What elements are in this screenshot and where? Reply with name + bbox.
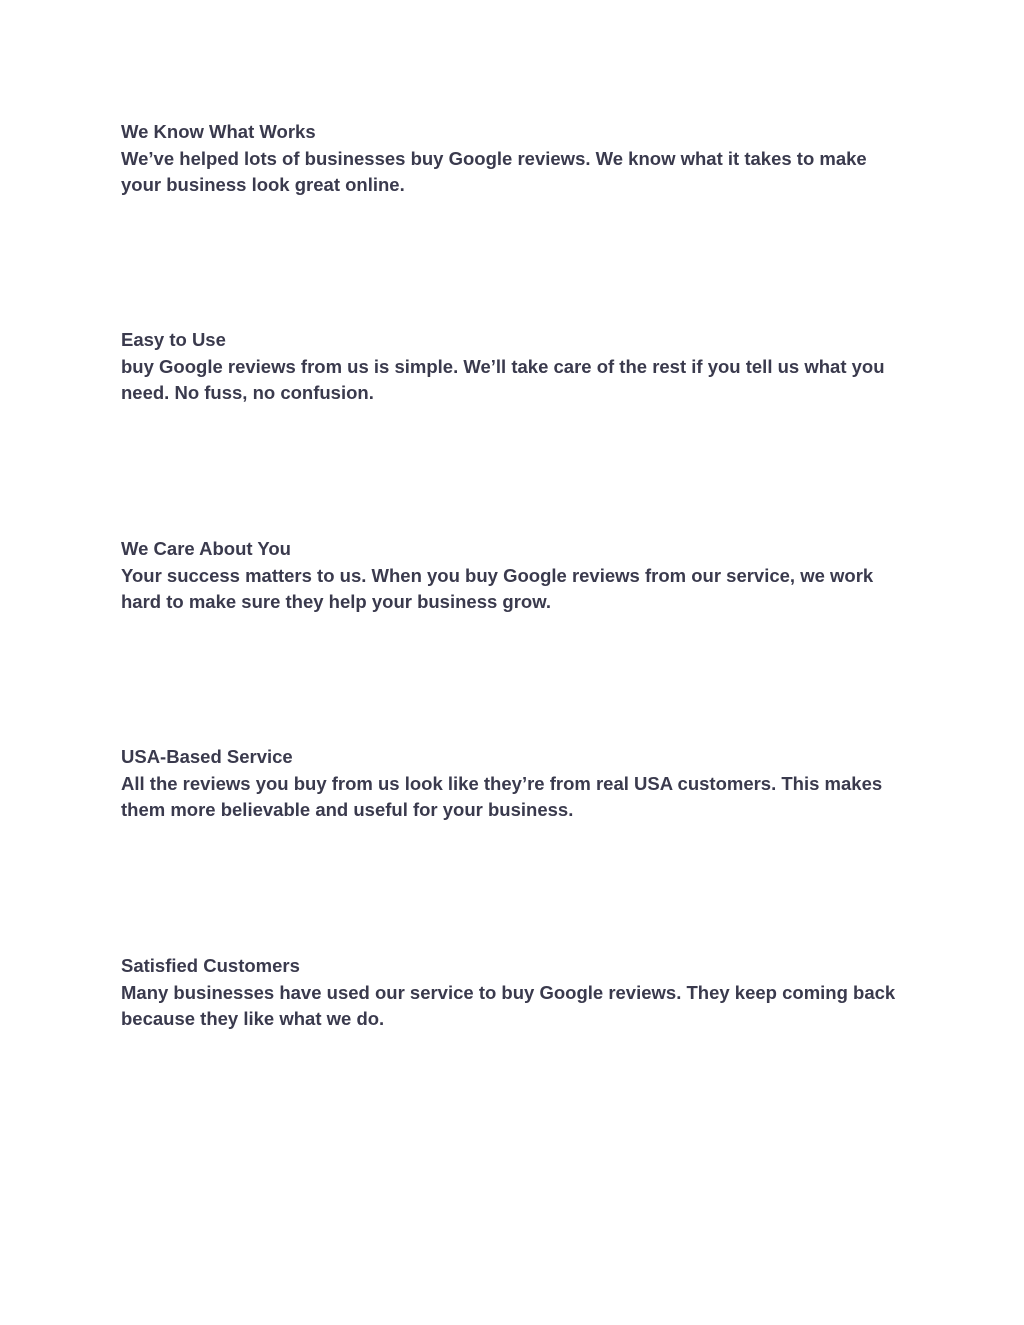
section-body: buy Google reviews from us is simple. We’ll take care of the rest if you tell us what you need. No fuss, no confusion. bbox=[121, 355, 885, 403]
section-easy-to-use bbox=[121, 327, 901, 407]
section-body: Many businesses have used our service to buy Google reviews. They keep coming back because they like what we do. bbox=[121, 981, 896, 1029]
section-heading: USA-Based Service bbox=[121, 746, 293, 767]
section-body: Your success matters to us. When you buy Google reviews from our service, we work hard to make sure they help your business grow. bbox=[121, 564, 874, 612]
section-heading: Easy to Use bbox=[121, 329, 226, 350]
section-heading: We Know What Works bbox=[121, 121, 316, 142]
section-heading: Satisfied Customers bbox=[121, 955, 300, 976]
section-satisfied-customers bbox=[121, 953, 901, 1033]
section-we-care-about-you bbox=[121, 536, 901, 616]
section-we-know-what-works bbox=[121, 119, 901, 199]
section-usa-based-service bbox=[121, 744, 901, 824]
section-heading: We Care About You bbox=[121, 538, 291, 559]
section-body: We’ve helped lots of businesses buy Google reviews. We know what it takes to make your business look great online. bbox=[121, 147, 867, 195]
section-body: All the reviews you buy from us look like they’re from real USA customers. This makes them more believable and useful for your business. bbox=[121, 772, 883, 820]
